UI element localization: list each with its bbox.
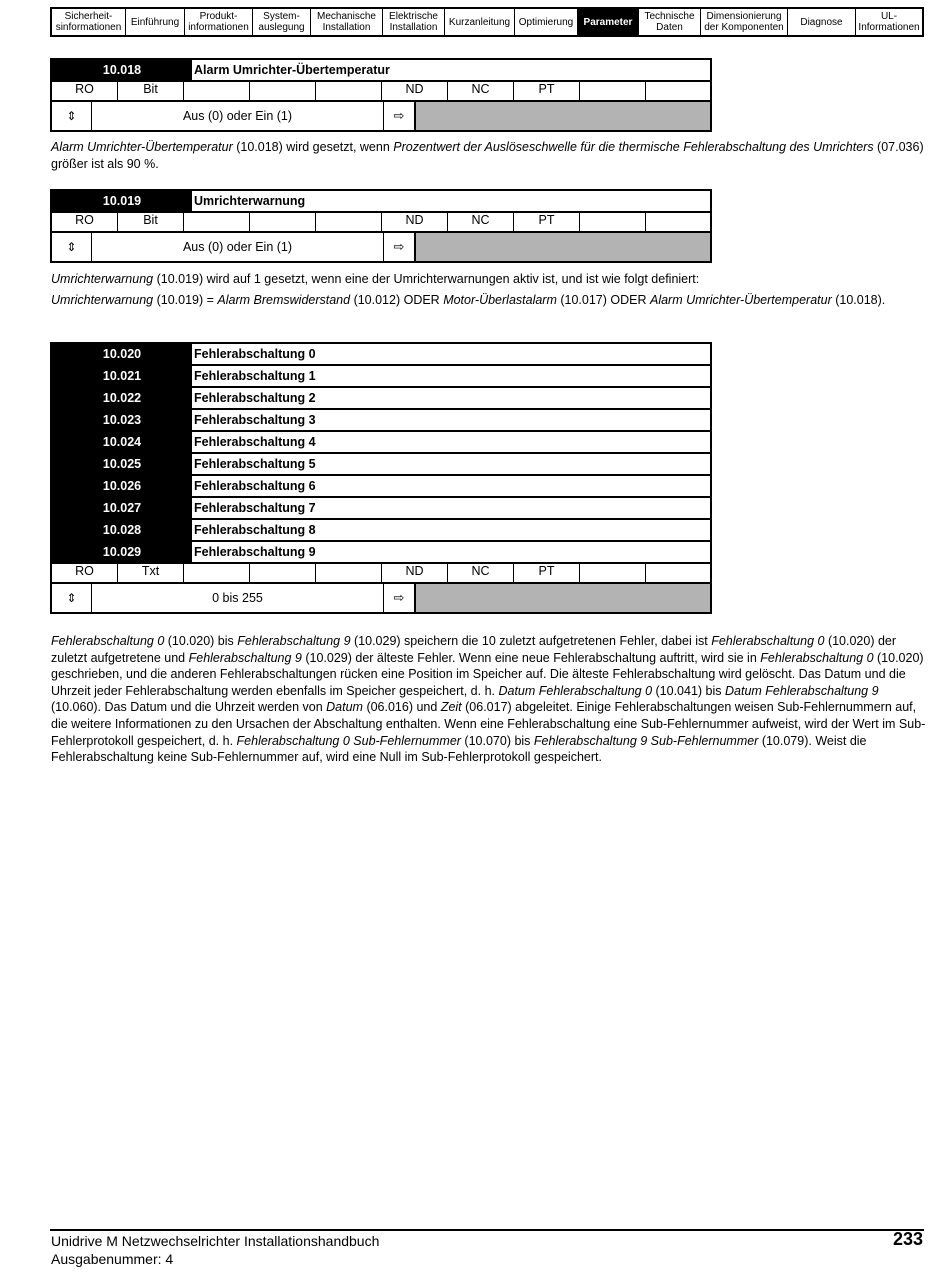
param-number: 10.024 [52,432,192,452]
footer-title: Unidrive M Netzwechselrichter Installationshandbuch [51,1233,380,1249]
parameter-reference: Prozentwert der Auslöseschwelle für die thermische Fehlerabschaltung des Umrichters [393,140,874,154]
nav-tab-6[interactable]: Elektrische Installation [383,9,445,35]
param-range-row [52,584,710,612]
param-attribute-cell: PT [514,564,580,582]
param-number: 10.025 [52,454,192,474]
param-name: Fehlerabschaltung 3 [194,413,316,427]
param-table-10-019 [50,189,712,263]
parameter-reference: Alarm Umrichter-Übertemperatur [51,140,233,154]
param-name: Fehlerabschaltung 9 [194,545,316,559]
param-attribute-cell [316,213,382,231]
param-number: 10.027 [52,498,192,518]
text-run: (06.016) und [362,700,441,715]
text-run: (10.019) wird auf 1 gesetzt, wenn eine der Umrichterwarnungen aktiv ist, und ist wie folgt definiert: [153,272,700,286]
param-range: Aus (0) oder Ein (1) [92,233,384,261]
parameter-reference: Datum Fehlerabschaltung 9 [725,683,879,698]
text-run: (10.029) der älteste Fehler. Wenn eine neue Fehlerabschaltung auftritt, wird sie in [301,650,761,665]
param-number: 10.022 [52,388,192,408]
default-arrow-icon: ⇨ [384,102,416,130]
param-attribute-cell: PT [514,82,580,100]
param-name: Fehlerabschaltung 5 [194,457,316,471]
param-header-row [52,60,710,82]
parameter-reference: Fehlerabschaltung 0 [760,650,874,665]
range-icon: ⇕ [52,584,92,612]
param-header-row [52,498,710,520]
default-arrow-icon: ⇨ [384,584,416,612]
param-attribute-cell: ND [382,82,448,100]
paragraph-trip-log [51,633,926,766]
param-attribute-cell: Txt [118,564,184,582]
param-name: Umrichterwarnung [194,194,306,208]
parameter-reference: Fehlerabschaltung 0 [711,634,825,648]
param-attribute-cell: PT [514,213,580,231]
page-number: 233 [892,1229,923,1249]
param-name: Fehlerabschaltung 4 [194,435,316,449]
default-arrow-icon: ⇨ [384,233,416,261]
text-run: (10.020) bis [164,634,238,648]
param-attributes-row [52,82,710,102]
nav-tab-13[interactable]: UL- Informationen [858,11,920,33]
nav-tab-7[interactable]: Kurzanleitung [445,9,515,35]
param-header-row [52,344,710,366]
footer-divider [50,1229,924,1231]
param-attribute-cell [580,213,646,231]
text-run: (10.017) ODER [556,293,650,307]
param-attribute-cell [250,564,316,582]
param-number: 10.018 [52,60,192,80]
parameter-reference: Alarm Umrichter-Übertemperatur [649,293,832,307]
param-name: Fehlerabschaltung 1 [194,369,316,383]
nav-tab-9[interactable]: Parameter [578,9,639,35]
param-number: 10.026 [52,476,192,496]
parameter-reference: Fehlerabschaltung 9 Sub-Fehlernummer [533,733,759,748]
param-header-row [52,454,710,476]
text-run: (10.012) ODER [350,293,444,307]
param-header-row [52,191,710,213]
parameter-reference: Umrichterwarnung [51,272,154,286]
text-run: (10.020) geschrieben, und die anderen Fehlerabschaltungen rücken eine Position im Speicher auf. Die älteste Fehlerabschaltung wird gelöscht. Das Datum und die Uhrzeit jeder Fehlerabschaltung werden ebenfalls im Speicher gespeichert, d. h. [51,650,924,698]
param-header-row [52,520,710,542]
nav-tab-12[interactable]: Diagnose [788,9,856,35]
param-number: 10.020 [52,344,192,364]
param-attribute-cell [250,82,316,100]
text-run: (10.020) der zuletzt aufgetretene und [51,634,897,665]
param-header-row [52,476,710,498]
param-name: Fehlerabschaltung 6 [194,479,316,493]
parameter-reference: Datum Fehlerabschaltung 0 [498,683,653,698]
parameter-reference: Zeit [440,700,462,715]
nav-tab-1[interactable]: Sicherheit- sinformationen [52,9,126,35]
param-attribute-cell [646,82,710,100]
footer-issue: Ausgabenummer: 4 [51,1251,174,1267]
text-run: (10.029) speichern die 10 zuletzt aufgetretenen Fehler, dabei ist [350,634,712,648]
param-attribute-cell: Bit [118,82,184,100]
param-attributes-row [52,564,710,584]
param-attribute-cell: RO [52,564,118,582]
text-run: (10.018). [831,293,886,307]
param-attribute-cell [250,213,316,231]
parameter-reference: Fehlerabschaltung 0 [51,634,165,648]
param-name: Alarm Umrichter-Übertemperatur [194,63,390,77]
nav-tab-5[interactable]: Mechanische Installation [311,9,383,35]
nav-tab-11[interactable]: Dimensionierung der Komponenten [701,9,788,35]
param-attribute-cell [580,82,646,100]
param-number: 10.023 [52,410,192,430]
param-attribute-cell [316,564,382,582]
text-run: (10.018) wird gesetzt, wenn [232,140,394,154]
param-attribute-cell: RO [52,82,118,100]
param-attribute-cell [184,564,250,582]
text-run: (10.070) bis [460,733,534,748]
param-number: 10.029 [52,542,192,562]
param-header-row [52,366,710,388]
parameter-reference: Fehlerabschaltung 9 [237,634,351,648]
param-attribute-cell [184,213,250,231]
param-attributes-row [52,213,710,233]
param-name: Fehlerabschaltung 8 [194,523,316,537]
param-attribute-cell: NC [448,564,514,582]
param-number: 10.028 [52,520,192,540]
paragraph-10-019-definition [51,292,926,309]
parameter-reference: Alarm Bremswiderstand [217,293,351,307]
param-range-row [52,233,710,261]
nav-tab-4[interactable]: System- auslegung [253,9,311,35]
text-run: (10.019) = [153,293,218,307]
text-run: (10.041) bis [652,683,725,698]
param-attribute-cell [316,82,382,100]
range-icon: ⇕ [52,233,92,261]
param-name: Fehlerabschaltung 7 [194,501,316,515]
text-run: (10.079). Weist die Fehlerabschaltung keine Sub-Fehlernummer auf, wird eine Null im Sub-Fehlerprotokoll gespeichert. [51,733,867,765]
parameter-reference: Fehlerabschaltung 9 [188,650,302,665]
parameter-reference: Datum [326,700,363,715]
nav-tab-3[interactable]: Produkt- informationen [185,9,253,35]
parameter-reference: Umrichterwarnung [51,293,154,307]
param-number: 10.021 [52,366,192,386]
param-header-rows [52,344,710,564]
param-range: Aus (0) oder Ein (1) [92,102,384,130]
param-header-row [52,410,710,432]
param-attribute-cell: NC [448,82,514,100]
paragraph-10-019-intro [51,271,926,288]
param-attribute-cell [580,564,646,582]
param-attribute-cell: RO [52,213,118,231]
param-attribute-cell [646,213,710,231]
paragraph-10-018 [51,139,926,172]
parameter-reference: Motor-Überlastalarm [443,293,557,307]
text-run: (07.036) größer ist als 90 %. [51,140,924,171]
range-icon: ⇕ [52,102,92,130]
param-header-row [52,432,710,454]
param-range-row [52,102,710,130]
param-header-row [52,388,710,410]
param-number: 10.019 [52,191,192,211]
param-table-10-020-to-10-029 [50,342,712,614]
param-name: Fehlerabschaltung 0 [194,347,316,361]
param-attribute-cell: NC [448,213,514,231]
param-attribute-cell: ND [382,564,448,582]
text-run: (10.060). Das Datum und die Uhrzeit werden von [51,700,327,715]
param-range: 0 bis 255 [92,584,384,612]
param-attribute-cell: Bit [118,213,184,231]
default-value-cell [416,102,710,130]
nav-tab-8[interactable]: Optimierung [515,9,578,35]
nav-tab-2[interactable]: Einführung [126,9,185,35]
parameter-reference: Fehlerabschaltung 0 Sub-Fehlernummer [236,733,461,748]
param-header-row [52,542,710,564]
text-run: (06.017) abgeleitet. Einige Fehlerabschaltungen weisen Sub-Fehlernummern auf, die weitere Informationen zu den Ursachen der Abschaltung enthalten. Wenn eine Fehlerabschaltung eine Sub-Fehlernummer aufweist, wird der Wert im Sub-Fehlerprotokoll gespeichert, d. h. [51,700,926,748]
param-attribute-cell: ND [382,213,448,231]
param-name: Fehlerabschaltung 2 [194,391,316,405]
param-table-10-018 [50,58,712,132]
default-value-cell [416,233,710,261]
chapter-nav [50,7,924,37]
param-attribute-cell [646,564,710,582]
default-value-cell [416,584,710,612]
nav-tab-10[interactable]: Technische Daten [639,9,701,35]
param-attribute-cell [184,82,250,100]
